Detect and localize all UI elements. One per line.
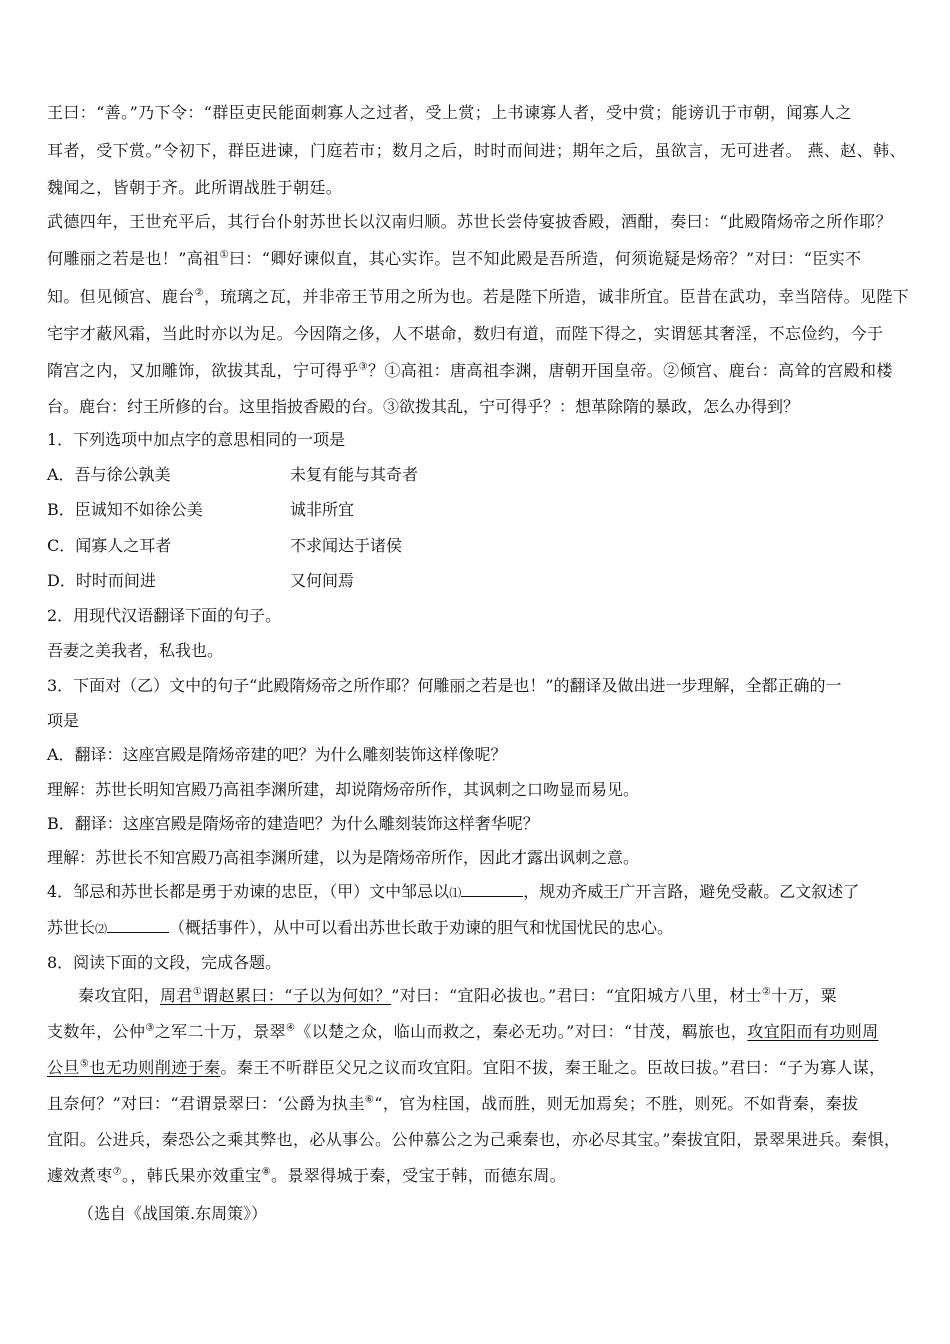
passage-yi-line: 隋宫之内，又加雕饰，欲拔其乱，宁可得乎③？①高祖：唐高祖李渊，唐朝开国皇帝。②倾宫、鹿台：高耸的宫殿和楼 (47, 361, 893, 380)
passage-yi-line: 宅宇才蔽风霜，当此时亦以为足。今因隋之侈，人不堪命，数归有道，而陛下得之，实谓惩其奢淫，不忘俭约，今于 (47, 324, 884, 343)
question-2-stem: 2．用现代汉语翻译下面的句子。 (47, 606, 282, 625)
question-8-stem: 8．阅读下面的文段，完成各题。 (47, 953, 282, 972)
answer-blank-2[interactable] (107, 918, 169, 933)
footnote-mark: ① (219, 249, 229, 261)
q1-option-b: B．臣诚知不如徐公美 诚非所宜 (47, 500, 355, 519)
answer-blank-1[interactable] (461, 882, 523, 897)
blank-mark: ⑴ (449, 886, 462, 900)
q1-option-a: A．吾与徐公孰美 未复有能与其奇者 (47, 465, 419, 484)
passage-jia-line: 王曰：“善。”乃下令：“群臣吏民能面刺寡人之过者，受上赏；上书谏寡人者，受中赏；能谤讥于市朝，闻寡人之 (47, 103, 852, 122)
passage-8-line: 秦攻宜阳，周君①谓赵累曰：“子以为何如？”对曰：“宜阳必拔也。”君曰：“宜阳城方八里，材士②十万，粟 (78, 986, 837, 1005)
question-3-stem: 项是 (47, 711, 80, 730)
question-3-stem: 3．下面对（乙）文中的句子“此殿隋炀帝之所作耶？何雕丽之若是也！”的翻译及做出进一步理解，全都正确的一 (47, 676, 842, 695)
question-2-sentence: 吾妻之美我者，私我也。 (47, 641, 224, 660)
q1-option-c: C．闻寡人之耳者 不求闻达于诸侯 (47, 536, 403, 555)
q3-option-b-translation: B．翻译：这座宫殿是隋炀帝的建造吧？为什么雕刻装饰这样奢华呢？ (47, 814, 539, 833)
passage-yi-line: 知。但见倾宫、鹿台②，琉璃之瓦，并非帝王节用之所为也。若是陛下所造，诚非所宜。臣昔在武功，幸当陪侍。见陛下 (47, 287, 910, 306)
passage-8-line: 宜阳。公进兵，秦恐公之乘其弊也，必从事公。公仲慕公之为己乘秦也，亦必尽其宝。”秦拔宜阳，景翠果进兵。秦惧， (47, 1130, 901, 1149)
underlined-text: 周君①谓赵累曰：“子以为何如？ (160, 986, 392, 1005)
footnote-mark: ③ (358, 361, 368, 373)
underlined-text: 公旦⑤也无功则削迹于秦 (47, 1058, 221, 1077)
passage-8-line: 支数年，公仲③之军二十万，景翠④《以楚之众，临山而救之，秦必无功。”对曰：“甘茂，羁旅也，攻宜阳而有功则周 (47, 1022, 879, 1041)
passage-8-line: 且奈何？”对曰：“君谓景翠曰：‘公爵为执圭⑥“，官为柱国，战而胜，则无加焉矣；不胜，则死。不如背秦，秦拔 (47, 1094, 859, 1113)
passage-8-line: 遽效煮枣⑦。，韩氏果亦效重宝⑧。景翠得城于秦，受宝于韩，而德东周。 (47, 1166, 567, 1185)
passage-yi-line: 台。鹿台：纣王所修的台。这里指披香殿的台。③欲拨其乱，宁可得乎？：想革除隋的暴政，怎么办得到？ (47, 397, 800, 416)
passage-yi-line: 何雕丽之若是也！”高祖①曰：“卿好谏似直，其心实诈。岂不知此殿是吾所造，何须诡疑是炀帝？”对曰：“臣实不 (47, 249, 862, 268)
passage-jia-line: 魏闻之，皆朝于齐。此所谓战胜于朝廷。 (47, 178, 343, 197)
question-4-line: 4．邹忌和苏世长都是勇于劝谏的忠臣，（甲）文中邹忌以⑴ ，规劝齐威王广开言路，避免受蔽。乙文叙述了 (47, 882, 860, 901)
q3-option-a-translation: A．翻译：这座宫殿是隋炀帝建的吧？为什么雕刻装饰这样像呢？ (47, 745, 507, 764)
question-4-line: 苏世长⑵ （概括事件），从中可以看出苏世长敢于劝谏的胆气和忧国忧民的忠心。 (47, 918, 674, 937)
q1-option-d: D．时时而间进 又何间焉 (47, 571, 355, 590)
q3-option-b-understanding: 理解：苏世长不知宫殿乃高祖李渊所建，以为是隋炀帝所作，因此才露出讽刺之意。 (47, 848, 640, 867)
passage-yi-line: 武德四年，王世充平后，其行台仆射苏世长以汉南归顺。苏世长尝侍宴披香殿，酒酣，奏曰：“此殿隋炀帝之所作耶？ (47, 212, 892, 231)
passage-jia-line: 耳者，受下赏。”令初下，群臣进谏，门庭若市；数月之后，时时而间进；期年之后，虽欲言，无可进者。 燕、赵、韩、 (47, 141, 906, 160)
blank-mark: ⑵ (95, 922, 108, 936)
footnote-mark: ② (194, 287, 204, 299)
passage-8-line: 公旦⑤也无功则削迹于秦。秦王不听群臣父兄之议而攻宜阳。宜阳不拔，秦王耻之。臣故曰拔。”君曰：“子为寡人谋， (47, 1058, 886, 1077)
underlined-text: 攻宜阳而有功则周 (747, 1022, 879, 1041)
passage-source: （选自《战国策.东周策》） (78, 1204, 268, 1223)
q3-option-a-understanding: 理解：苏世长明知宫殿乃高祖李渊所建，却说隋炀帝所作，其讽刺之口吻显而易见。 (47, 780, 640, 799)
question-1-stem: 1．下列选项中加点字的意思相同的一项是 (47, 430, 346, 449)
